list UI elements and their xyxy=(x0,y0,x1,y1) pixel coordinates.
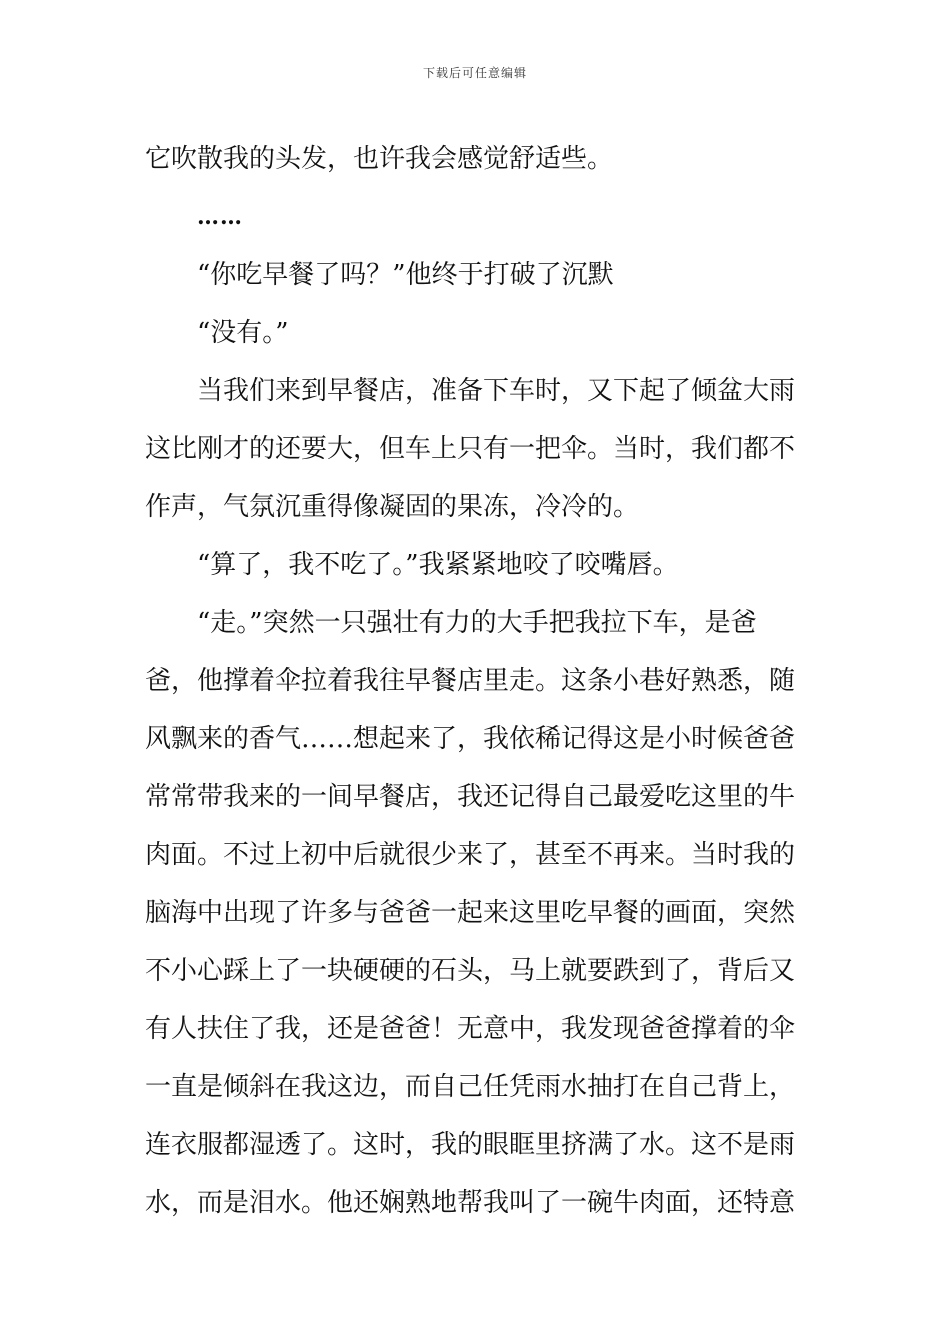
text-line-8: “算了，我不吃了。”我紧紧地咬了咬嘴唇。 xyxy=(197,550,679,580)
text-line-7: 作声，气氛沉重得像凝固的果冻，冷冷的。 xyxy=(145,492,640,522)
ellipsis-line: …… xyxy=(197,204,243,230)
document-body xyxy=(145,130,810,1232)
text-line-16: 有人扶住了我，还是爸爸！无意中，我发现爸爸撑着的伞 xyxy=(145,1014,796,1044)
page-header-note: 下载后可任意编辑 xyxy=(422,66,527,80)
text-line-11: 风飘来的香气……想起来了，我依稀记得这是小时候爸爸 xyxy=(145,724,796,754)
text-line-19: 水，而是泪水。他还娴熟地帮我叫了一碗牛肉面，还特意 xyxy=(145,1188,796,1218)
text-line-6: 这比刚才的还要大，但车上只有一把伞。当时，我们都不 xyxy=(145,434,796,464)
text-line-3: “你吃早餐了吗？”他终于打破了沉默 xyxy=(197,260,614,290)
text-line-1: 它吹散我的头发，也许我会感觉舒适些。 xyxy=(145,144,614,174)
text-line-12: 常常带我来的一间早餐店，我还记得自己最爱吃这里的牛 xyxy=(145,782,796,812)
text-line-13: 肉面。不过上初中后就很少来了，甚至不再来。当时我的 xyxy=(145,840,796,870)
text-line-14: 脑海中出现了许多与爸爸一起来这里吃早餐的画面，突然 xyxy=(145,898,796,928)
text-line-5: 当我们来到早餐店，准备下车时，又下起了倾盆大雨 xyxy=(197,376,796,406)
text-line-10: 爸，他撑着伞拉着我往早餐店里走。这条小巷好熟悉，随 xyxy=(145,666,796,696)
text-line-15: 不小心踩上了一块硬硬的石头，马上就要跌到了，背后又 xyxy=(145,956,796,986)
text-line-17: 一直是倾斜在我这边，而自己任凭雨水抽打在自己背上， xyxy=(145,1072,796,1102)
text-line-4: “没有。” xyxy=(197,318,289,348)
text-line-18: 连衣服都湿透了。这时，我的眼眶里挤满了水。这不是雨 xyxy=(145,1130,796,1160)
text-line-9: “走。”突然一只强壮有力的大手把我拉下车，是爸 xyxy=(197,608,757,638)
